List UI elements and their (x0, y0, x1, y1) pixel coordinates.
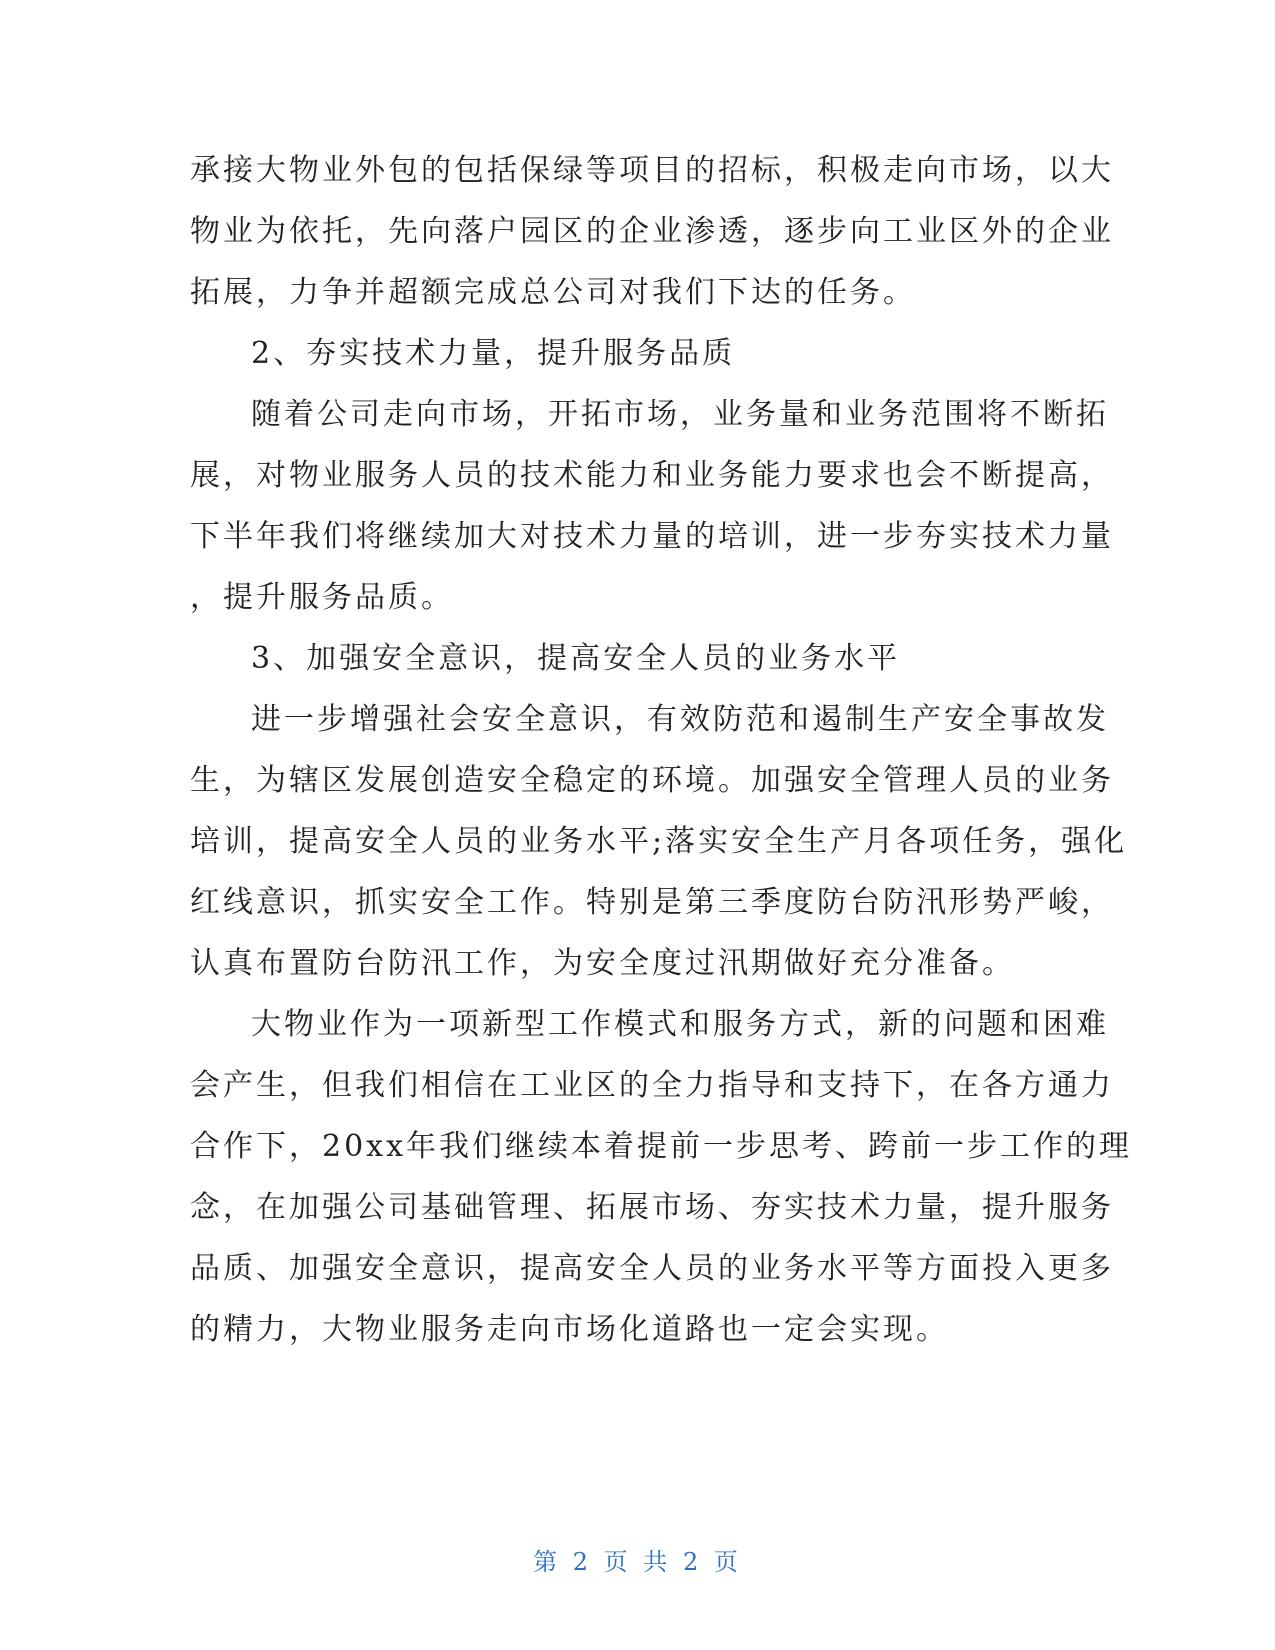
text-line: 物业为依托，先向落户园区的企业渗透，逐步向工业区外的企业 (190, 214, 1114, 249)
document-body (190, 140, 1133, 1360)
section-heading: 3、加强安全意识，提高安全人员的业务水平 (251, 641, 901, 676)
text-line: 拓展，力争并超额完成总公司对我们下达的任务。 (190, 275, 916, 310)
text-line: ，提升服务品质。 (190, 580, 454, 615)
text-line: 承接大物业外包的包括保绿等项目的招标，积极走向市场，以大 (190, 153, 1114, 188)
text-line: 随着公司走向市场，开拓市场，业务量和业务范围将不断拓 (251, 397, 1109, 432)
text-line: 合作下，20xx年我们继续本着提前一步思考、跨前一步工作的理 (190, 1129, 1133, 1164)
text-line: 进一步增强社会安全意识，有效防范和遏制生产安全事故发 (251, 702, 1109, 737)
page-number-footer: 第 2 页 共 2 页 (533, 1548, 742, 1576)
section-heading: 2、夯实技术力量，提升服务品质 (251, 336, 736, 371)
text-line: 念，在加强公司基础管理、拓展市场、夯实技术力量，提升服务 (190, 1190, 1114, 1225)
text-line: 的精力，大物业服务走向市场化道路也一定会实现。 (190, 1312, 949, 1347)
text-line: 培训，提高安全人员的业务水平;落实安全生产月各项任务，强化 (190, 824, 1128, 859)
text-line: 下半年我们将继续加大对技术力量的培训，进一步夯实技术力量 (190, 519, 1114, 554)
text-line: 展，对物业服务人员的技术能力和业务能力要求也会不断提高， (190, 458, 1114, 493)
text-line: 大物业作为一项新型工作模式和服务方式，新的问题和困难 (251, 1007, 1109, 1042)
text-line: 会产生，但我们相信在工业区的全力指导和支持下，在各方通力 (190, 1068, 1114, 1103)
text-line: 红线意识，抓实安全工作。特别是第三季度防台防汛形势严峻， (190, 885, 1114, 920)
text-line: 认真布置防台防汛工作，为安全度过汛期做好充分准备。 (190, 946, 1015, 981)
text-line: 生，为辖区发展创造安全稳定的环境。加强安全管理人员的业务 (190, 763, 1114, 798)
text-line: 品质、加强安全意识，提高安全人员的业务水平等方面投入更多 (190, 1251, 1114, 1286)
